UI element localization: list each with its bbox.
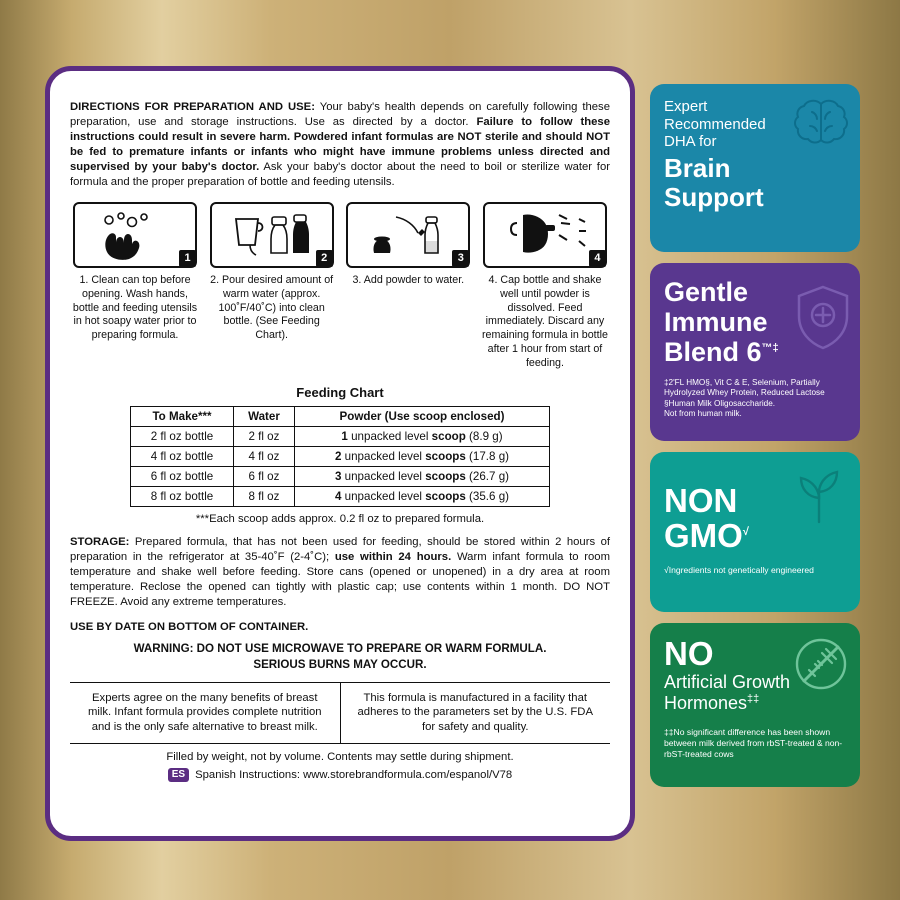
storage-heading: STORAGE:	[70, 536, 130, 549]
table-row	[131, 467, 550, 487]
leaf-icon	[790, 466, 848, 528]
step-3	[343, 202, 473, 371]
cell-water: 8 fl oz	[233, 487, 294, 507]
pouring-water-icon	[220, 209, 324, 261]
directions-body-1: Your baby's health depends on carefully following these preparation, use and storage instructions. Use as directed by a doctor.	[70, 101, 610, 129]
cell-water: 6 fl oz	[233, 467, 294, 487]
preparation-steps	[70, 202, 610, 371]
step-4-caption: 4. Cap bottle and shake well until powder is dissolved. Feed immediately. Discard any remaining formula in bottle after 1 hour from start of feeding.	[481, 273, 608, 370]
directions-body-2: Ask your baby's doctor about the need to boil or sterilize water for formula and the proper preparation of bottle and feeding utensils.	[70, 160, 610, 188]
add-powder-icon	[356, 209, 460, 261]
shake-bottle-icon	[493, 209, 597, 261]
use-by-date-note: USE BY DATE ON BOTTOM OF CONTAINER.	[70, 621, 309, 634]
powder-grams: (35.6 g)	[465, 490, 510, 504]
cell-powder	[295, 467, 550, 487]
storage-bold-1: use within 24 hours.	[334, 551, 452, 564]
powder-grams: (26.7 g)	[465, 470, 510, 484]
card-nongmo-title: NON GMO√	[664, 482, 749, 554]
card-no-title: NO	[664, 635, 714, 672]
table-row	[131, 487, 550, 507]
powder-grams: (8.9 g)	[465, 430, 503, 444]
directions-heading: DIRECTIONS FOR PREPARATION AND USE:	[70, 101, 315, 114]
step-2-number: 2	[316, 250, 333, 267]
storage-paragraph	[70, 535, 610, 610]
cell-make: 4 fl oz bottle	[131, 447, 234, 467]
col-powder: Powder (Use scoop enclosed)	[295, 407, 550, 427]
cell-powder	[295, 487, 550, 507]
cell-make: 8 fl oz bottle	[131, 487, 234, 507]
no-syringe-icon	[792, 635, 850, 693]
step-3-caption: 3. Add powder to water.	[352, 273, 465, 286]
cell-water: 2 fl oz	[233, 427, 294, 447]
powder-unit: scoop	[431, 430, 466, 444]
feeding-chart-note: ***Each scoop adds approx. 0.2 fl oz to prepared formula.	[195, 513, 485, 526]
warning-line-1: WARNING: DO NOT USE MICROWAVE TO PREPARE OR WARM FORMULA.	[133, 642, 547, 656]
storage-text-1: Prepared formula, that has not been used for feeding, should be stored within 2 hours of preparation in the refrigerator at 35-40˚F (2-4˚C);	[70, 536, 610, 564]
shield-plus-icon	[792, 283, 854, 353]
card-immune-title: Gentle Immune Blend 6™‡	[664, 277, 779, 368]
cell-make: 6 fl oz bottle	[131, 467, 234, 487]
powder-mid: unpacked level	[341, 470, 426, 484]
powder-count: 1	[341, 430, 348, 444]
spanish-instructions-text: Spanish Instructions: www.storebrandformula.com/espanol/V78	[195, 769, 513, 782]
card-no-sup: ‡‡	[747, 693, 760, 706]
step-1-number: 1	[179, 250, 196, 267]
powder-mid: unpacked level	[341, 450, 426, 464]
step-3-number: 3	[452, 250, 469, 267]
feeding-chart-title: Feeding Chart	[296, 385, 384, 401]
powder-mid: unpacked level	[347, 430, 432, 444]
feeding-chart-table	[130, 406, 550, 507]
card-immune-footnote: ‡2'FL HMO§, Vit C & E, Selenium, Partially Hydrolyzed Whey Protein, Reduced Lactose §Human Milk Oligosaccharide. Not from human milk.	[664, 377, 825, 419]
benefit-cards	[650, 84, 860, 787]
step-2	[207, 202, 337, 371]
powder-grams: (17.8 g)	[465, 450, 510, 464]
step-2-illustration	[210, 202, 334, 268]
powder-count: 2	[334, 450, 342, 464]
warning-line-2: SERIOUS BURNS MAY OCCUR.	[253, 657, 427, 671]
card-no-subtitle: Artificial Growth Hormones‡‡	[664, 671, 791, 714]
step-4	[480, 202, 610, 371]
powder-unit: scoops	[425, 490, 466, 504]
cell-powder	[295, 427, 550, 447]
brain-icon	[790, 96, 852, 152]
card-brain-title: Brain Support	[664, 153, 764, 212]
powder-count: 3	[334, 470, 342, 484]
storage-text-2: Warm infant formula to room temperature and shake well before feeding. Store cans (opened or unopened) in a dry area at room temperature. Reclose the opened can tightly with plastic cap; use contents within 1 month. DO NOT FREEZE. Avoid any extreme temperatures.	[70, 551, 610, 609]
step-4-number: 4	[589, 250, 606, 267]
table-header-row	[131, 407, 550, 427]
col-to-make: To Make***	[131, 407, 234, 427]
card-nongmo-sup: √	[742, 525, 749, 538]
step-2-caption: 2. Pour desired amount of warm water (approx. 100˚F/40˚C) into clean bottle. (See Feeding Chart).	[210, 273, 334, 342]
card-non-gmo	[650, 452, 860, 612]
step-1-illustration	[73, 202, 197, 268]
powder-unit: scoops	[425, 450, 466, 464]
powder-unit: scoops	[425, 470, 466, 484]
fill-note: Filled by weight, not by volume. Contents may settle during shipment.	[166, 751, 514, 764]
col-water: Water	[233, 407, 294, 427]
directions-paragraph	[70, 100, 610, 189]
cell-water: 4 fl oz	[233, 447, 294, 467]
card-brain-support	[650, 84, 860, 252]
cell-powder	[295, 447, 550, 467]
info-boxes	[70, 682, 610, 745]
washing-hands-icon	[87, 210, 183, 260]
fda-facility-statement: This formula is manufactured in a facility that adheres to the parameters set by the U.S. FDA for safety and quality.	[357, 691, 593, 734]
step-4-illustration	[483, 202, 607, 268]
card-nongmo-footnote: √Ingredients not genetically engineered	[664, 565, 814, 576]
card-immune-sup: ™‡	[761, 342, 779, 355]
card-gentle-immune-blend	[650, 263, 860, 441]
warning-block	[70, 641, 610, 671]
cell-make: 2 fl oz bottle	[131, 427, 234, 447]
powder-count: 4	[334, 490, 342, 504]
step-1	[70, 202, 200, 371]
step-1-caption: 1. Clean can top before opening. Wash hands, bottle and feeding utensils in hot soapy water prior to preparing formula.	[72, 273, 198, 342]
powder-mid: unpacked level	[341, 490, 426, 504]
card-no-growth-hormones	[650, 623, 860, 787]
instructions-panel	[45, 66, 635, 841]
spanish-instructions-row	[70, 768, 610, 782]
table-row	[131, 447, 550, 467]
step-3-illustration	[346, 202, 470, 268]
breast-milk-statement: Experts agree on the many benefits of breast milk. Infant formula provides complete nutrition and is the only safe alternative to breast milk.	[70, 683, 341, 744]
card-no-footnote: ‡‡No significant difference has been shown between milk derived from rbST-treated & non-rbST-treated cows	[664, 726, 843, 760]
table-row	[131, 427, 550, 447]
card-brain-subtitle: Expert Recommended DHA for	[664, 98, 766, 151]
directions-bold-1: Failure to follow these instructions could result in severe harm. Powdered infant formulas are NOT sterile and should NOT be fed to premature infants or infants who might have immune problems unless directed and supervised by your baby's doctor.	[70, 116, 610, 173]
es-badge: ES	[168, 768, 189, 782]
